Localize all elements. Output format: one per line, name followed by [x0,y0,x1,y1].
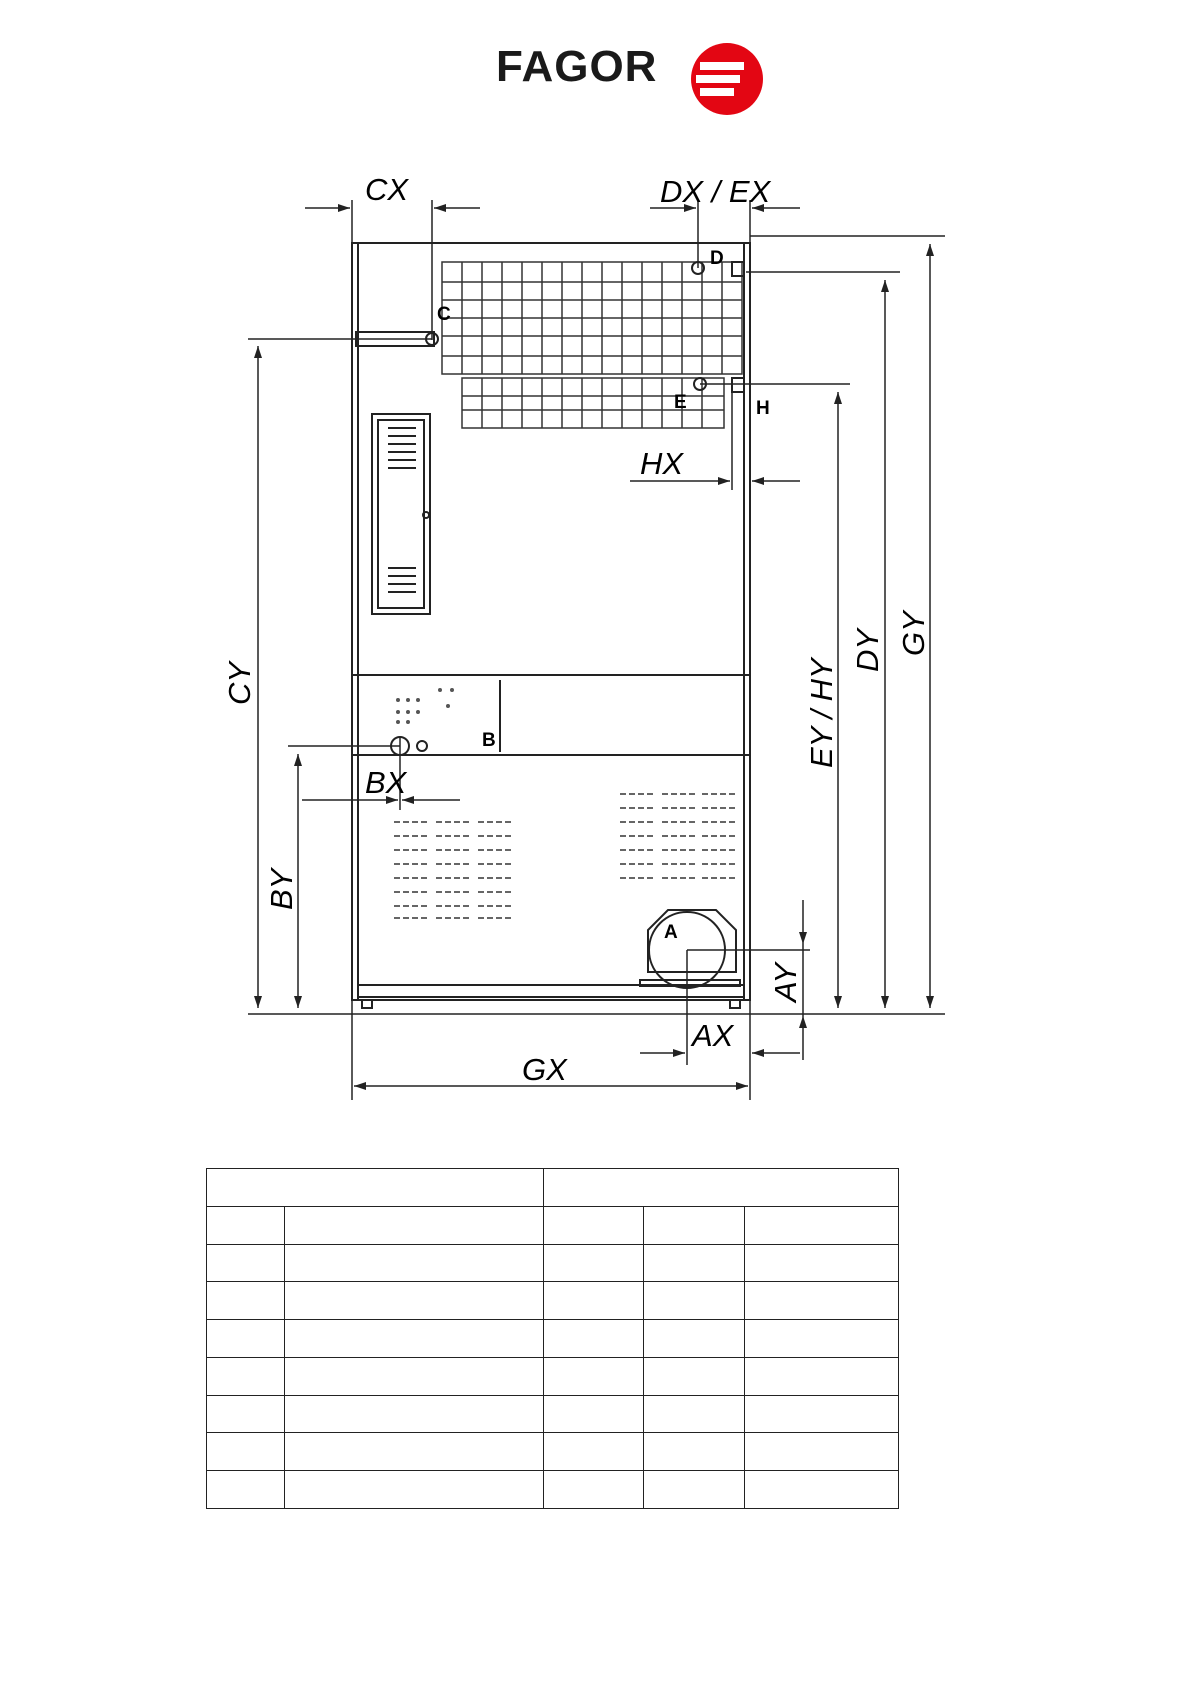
tag-b: B [482,730,496,751]
table-header-row [207,1169,899,1207]
table-row [207,1244,899,1282]
dim-label-dy: DY [850,628,885,672]
dim-label-ay: AY [768,962,803,1002]
dimensions-table [206,1168,899,1509]
logo-text: FAGOR [496,42,658,91]
dim-label-bx: BX [365,765,407,800]
dim-label-cy: CY [222,661,257,705]
table-row [207,1395,899,1433]
table-row [207,1357,899,1395]
tag-a: A [664,922,678,943]
dim-label-hx: HX [640,446,684,481]
table-row [207,1206,899,1244]
dim-label-dx-ex: DX / EX [660,174,771,209]
side-vent-panel [372,414,430,614]
table-row [207,1471,899,1509]
lower-left-vents [394,822,512,918]
table-row [207,1433,899,1471]
top-vent-grid [442,262,742,428]
table-header-cell [544,1169,899,1207]
lower-right-vents [620,794,736,878]
table-row [207,1282,899,1320]
table-row [207,1320,899,1358]
table-header-cell [207,1169,544,1207]
tag-h: H [756,398,770,419]
dim-label-ey-hy: EY / HY [804,658,839,768]
tag-c: C [437,304,451,325]
dim-label-ax: AX [692,1018,734,1053]
tag-e: E [674,392,687,413]
tag-d: D [710,248,724,269]
dim-label-by: BY [264,868,299,910]
dim-label-cx: CX [365,172,409,207]
control-panel-dots [396,688,454,724]
dim-label-gx: GX [522,1052,567,1087]
dim-label-gy: GY [896,611,931,656]
